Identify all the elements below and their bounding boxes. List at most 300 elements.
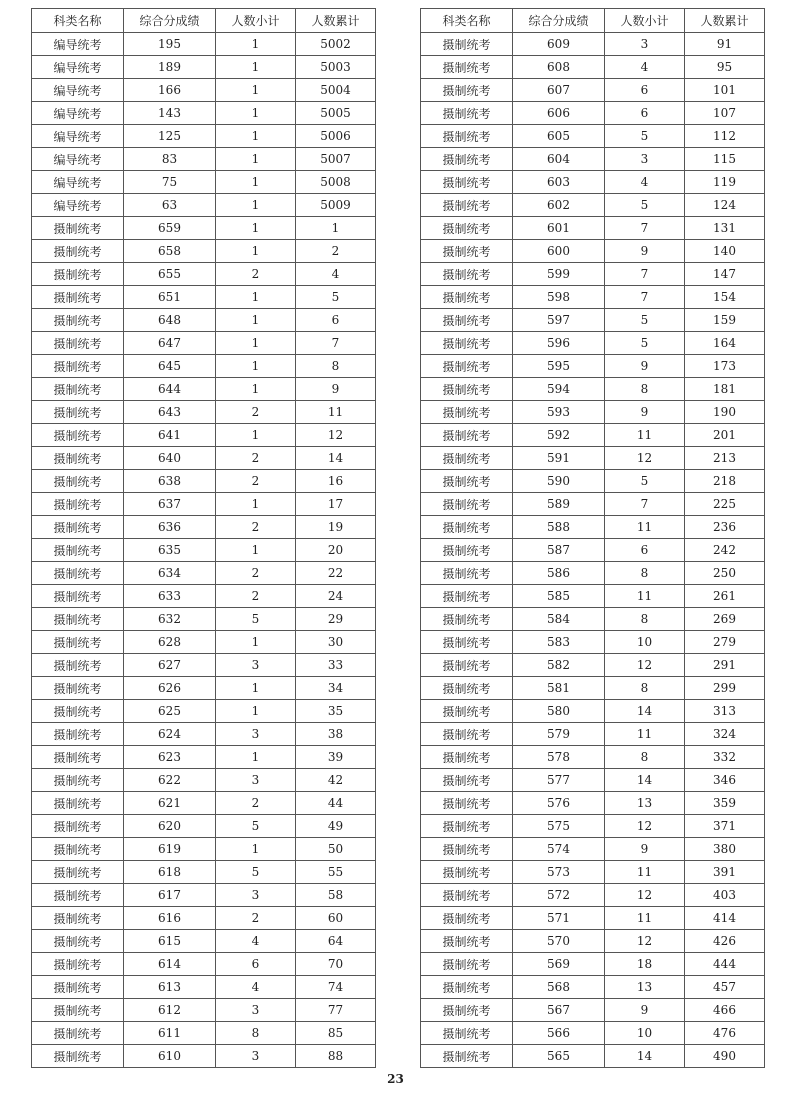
table-row (421, 608, 765, 631)
cell-score: 591 (513, 447, 605, 470)
cell-category: 摄制统考 (32, 769, 124, 792)
cell-score: 618 (124, 861, 216, 884)
cell-score: 635 (124, 539, 216, 562)
cell-score: 598 (513, 286, 605, 309)
cell-score: 567 (513, 999, 605, 1022)
cell-cumulative: 218 (685, 470, 765, 493)
cell-category: 摄制统考 (421, 976, 513, 999)
cell-count: 2 (216, 792, 296, 815)
cell-count: 9 (605, 999, 685, 1022)
table-row (421, 493, 765, 516)
cell-category: 摄制统考 (421, 999, 513, 1022)
score-table-right (420, 8, 765, 1068)
cell-count: 9 (605, 838, 685, 861)
cell-category: 编导统考 (32, 33, 124, 56)
cell-count: 4 (216, 930, 296, 953)
cell-cumulative: 291 (685, 654, 765, 677)
table-row (32, 539, 376, 562)
cell-count: 1 (216, 240, 296, 263)
cell-count: 2 (216, 470, 296, 493)
cell-score: 576 (513, 792, 605, 815)
header-row (421, 9, 765, 33)
cell-score: 585 (513, 585, 605, 608)
cell-count: 5 (216, 861, 296, 884)
table-row (421, 815, 765, 838)
cell-cumulative: 201 (685, 424, 765, 447)
table-row (421, 999, 765, 1022)
table-row (32, 608, 376, 631)
cell-score: 613 (124, 976, 216, 999)
cell-cumulative: 77 (296, 999, 376, 1022)
cell-cumulative: 91 (685, 33, 765, 56)
table-row (421, 861, 765, 884)
cell-category: 摄制统考 (421, 769, 513, 792)
cell-score: 641 (124, 424, 216, 447)
cell-category: 摄制统考 (421, 102, 513, 125)
cell-count: 6 (605, 539, 685, 562)
cell-cumulative: 371 (685, 815, 765, 838)
cell-category: 摄制统考 (421, 562, 513, 585)
table-row (32, 171, 376, 194)
cell-score: 610 (124, 1045, 216, 1068)
cell-cumulative: 88 (296, 1045, 376, 1068)
cell-score: 651 (124, 286, 216, 309)
cell-score: 636 (124, 516, 216, 539)
cell-score: 617 (124, 884, 216, 907)
cell-cumulative: 74 (296, 976, 376, 999)
table-row (32, 240, 376, 263)
cell-cumulative: 159 (685, 309, 765, 332)
cell-category: 摄制统考 (421, 171, 513, 194)
cell-count: 1 (216, 33, 296, 56)
cell-cumulative: 115 (685, 148, 765, 171)
cell-count: 1 (216, 677, 296, 700)
cell-category: 摄制统考 (421, 907, 513, 930)
table-row (421, 930, 765, 953)
cell-category: 摄制统考 (421, 194, 513, 217)
cell-cumulative: 6 (296, 309, 376, 332)
cell-category: 摄制统考 (32, 815, 124, 838)
cell-category: 摄制统考 (421, 355, 513, 378)
cell-category: 编导统考 (32, 125, 124, 148)
cell-score: 571 (513, 907, 605, 930)
table-row (421, 102, 765, 125)
cell-score: 628 (124, 631, 216, 654)
cell-category: 摄制统考 (32, 930, 124, 953)
cell-category: 摄制统考 (32, 608, 124, 631)
table-row (421, 355, 765, 378)
cell-category: 摄制统考 (421, 861, 513, 884)
cell-score: 648 (124, 309, 216, 332)
cell-score: 592 (513, 424, 605, 447)
table-row (32, 1022, 376, 1045)
cell-count: 1 (216, 746, 296, 769)
table-row (32, 33, 376, 56)
table-row (421, 263, 765, 286)
cell-count: 5 (216, 608, 296, 631)
cell-cumulative: 313 (685, 700, 765, 723)
cell-count: 11 (605, 424, 685, 447)
cell-count: 7 (605, 217, 685, 240)
cell-category: 编导统考 (32, 148, 124, 171)
table-row (421, 677, 765, 700)
cell-cumulative: 17 (296, 493, 376, 516)
table-row (421, 746, 765, 769)
cell-count: 8 (216, 1022, 296, 1045)
table-row (32, 424, 376, 447)
cell-category: 编导统考 (32, 102, 124, 125)
cell-count: 2 (216, 401, 296, 424)
cell-score: 633 (124, 585, 216, 608)
cell-category: 摄制统考 (421, 815, 513, 838)
table-row (421, 171, 765, 194)
cell-score: 602 (513, 194, 605, 217)
cell-cumulative: 49 (296, 815, 376, 838)
cell-cumulative: 426 (685, 930, 765, 953)
cell-cumulative: 5007 (296, 148, 376, 171)
cell-score: 568 (513, 976, 605, 999)
cell-score: 622 (124, 769, 216, 792)
cell-count: 7 (605, 286, 685, 309)
cell-cumulative: 5008 (296, 171, 376, 194)
cell-score: 594 (513, 378, 605, 401)
table-row (32, 861, 376, 884)
table-row (32, 79, 376, 102)
cell-count: 7 (605, 263, 685, 286)
cell-category: 摄制统考 (32, 953, 124, 976)
cell-score: 166 (124, 79, 216, 102)
table-row (32, 746, 376, 769)
cell-cumulative: 332 (685, 746, 765, 769)
cell-cumulative: 457 (685, 976, 765, 999)
cell-cumulative: 2 (296, 240, 376, 263)
table-row (32, 125, 376, 148)
cell-score: 143 (124, 102, 216, 125)
cell-cumulative: 173 (685, 355, 765, 378)
cell-score: 600 (513, 240, 605, 263)
table-row (421, 585, 765, 608)
cell-cumulative: 1 (296, 217, 376, 240)
table-row (421, 1045, 765, 1068)
cell-score: 580 (513, 700, 605, 723)
cell-category: 编导统考 (32, 171, 124, 194)
cell-category: 摄制统考 (32, 309, 124, 332)
cell-count: 9 (605, 355, 685, 378)
cell-score: 577 (513, 769, 605, 792)
cell-category: 摄制统考 (32, 907, 124, 930)
header-score: 综合分成绩 (124, 9, 216, 33)
table-row (421, 884, 765, 907)
cell-count: 9 (605, 401, 685, 424)
cell-count: 6 (605, 79, 685, 102)
cell-count: 8 (605, 562, 685, 585)
cell-score: 63 (124, 194, 216, 217)
cell-category: 摄制统考 (32, 217, 124, 240)
cell-count: 12 (605, 884, 685, 907)
table-row (421, 953, 765, 976)
cell-score: 619 (124, 838, 216, 861)
cell-count: 2 (216, 562, 296, 585)
cell-score: 640 (124, 447, 216, 470)
cell-category: 摄制统考 (421, 700, 513, 723)
table-row (421, 424, 765, 447)
cell-category: 摄制统考 (421, 240, 513, 263)
cell-count: 3 (605, 148, 685, 171)
table-row (32, 700, 376, 723)
cell-score: 644 (124, 378, 216, 401)
cell-cumulative: 164 (685, 332, 765, 355)
cell-score: 583 (513, 631, 605, 654)
cell-cumulative: 16 (296, 470, 376, 493)
cell-cumulative: 391 (685, 861, 765, 884)
table-row (32, 355, 376, 378)
table-row (32, 930, 376, 953)
cell-category: 摄制统考 (32, 286, 124, 309)
table-row (32, 792, 376, 815)
cell-score: 573 (513, 861, 605, 884)
cell-score: 637 (124, 493, 216, 516)
cell-cumulative: 236 (685, 516, 765, 539)
cell-score: 570 (513, 930, 605, 953)
table-row (421, 1022, 765, 1045)
cell-category: 摄制统考 (32, 516, 124, 539)
cell-cumulative: 346 (685, 769, 765, 792)
cell-count: 1 (216, 102, 296, 125)
cell-count: 1 (216, 171, 296, 194)
cell-cumulative: 131 (685, 217, 765, 240)
cell-category: 摄制统考 (421, 33, 513, 56)
cell-category: 摄制统考 (32, 723, 124, 746)
cell-count: 14 (605, 769, 685, 792)
cell-category: 摄制统考 (421, 930, 513, 953)
table-row (421, 217, 765, 240)
cell-count: 11 (605, 585, 685, 608)
cell-cumulative: 5002 (296, 33, 376, 56)
table-row (421, 447, 765, 470)
cell-cumulative: 12 (296, 424, 376, 447)
cell-count: 2 (216, 263, 296, 286)
cell-count: 3 (216, 723, 296, 746)
cell-category: 摄制统考 (32, 654, 124, 677)
cell-cumulative: 11 (296, 401, 376, 424)
cell-score: 578 (513, 746, 605, 769)
cell-count: 5 (605, 125, 685, 148)
cell-count: 1 (216, 309, 296, 332)
table-row (421, 401, 765, 424)
cell-category: 摄制统考 (32, 1022, 124, 1045)
cell-cumulative: 414 (685, 907, 765, 930)
cell-count: 5 (605, 332, 685, 355)
cell-category: 摄制统考 (421, 631, 513, 654)
cell-score: 607 (513, 79, 605, 102)
cell-category: 摄制统考 (32, 355, 124, 378)
cell-cumulative: 44 (296, 792, 376, 815)
header-category: 科类名称 (421, 9, 513, 33)
cell-count: 3 (216, 654, 296, 677)
cell-category: 摄制统考 (421, 654, 513, 677)
cell-count: 2 (216, 516, 296, 539)
table-row (32, 309, 376, 332)
score-table-left (31, 8, 376, 1068)
cell-cumulative: 279 (685, 631, 765, 654)
cell-score: 574 (513, 838, 605, 861)
cell-score: 608 (513, 56, 605, 79)
cell-category: 摄制统考 (32, 884, 124, 907)
table-row (421, 631, 765, 654)
table-row (421, 562, 765, 585)
page-number: 23 (387, 1072, 404, 1086)
cell-score: 581 (513, 677, 605, 700)
cell-category: 编导统考 (32, 194, 124, 217)
cell-cumulative: 225 (685, 493, 765, 516)
table-row (421, 194, 765, 217)
cell-score: 125 (124, 125, 216, 148)
cell-cumulative: 261 (685, 585, 765, 608)
cell-score: 623 (124, 746, 216, 769)
cell-count: 3 (216, 884, 296, 907)
cell-cumulative: 9 (296, 378, 376, 401)
cell-score: 614 (124, 953, 216, 976)
table-row (32, 884, 376, 907)
header-count: 人数小计 (216, 9, 296, 33)
cell-count: 4 (605, 171, 685, 194)
cell-count: 12 (605, 447, 685, 470)
cell-cumulative: 359 (685, 792, 765, 815)
cell-count: 2 (216, 585, 296, 608)
cell-score: 627 (124, 654, 216, 677)
cell-category: 摄制统考 (421, 953, 513, 976)
cell-cumulative: 269 (685, 608, 765, 631)
cell-count: 8 (605, 677, 685, 700)
cell-category: 摄制统考 (421, 838, 513, 861)
cell-category: 摄制统考 (32, 999, 124, 1022)
cell-count: 1 (216, 355, 296, 378)
cell-score: 572 (513, 884, 605, 907)
table-row (32, 999, 376, 1022)
table-row (32, 769, 376, 792)
cell-cumulative: 140 (685, 240, 765, 263)
cell-cumulative: 147 (685, 263, 765, 286)
cell-score: 658 (124, 240, 216, 263)
table-row (32, 148, 376, 171)
table-row (421, 378, 765, 401)
cell-category: 摄制统考 (421, 378, 513, 401)
cell-category: 摄制统考 (32, 470, 124, 493)
cell-score: 634 (124, 562, 216, 585)
table-row (32, 493, 376, 516)
cell-cumulative: 242 (685, 539, 765, 562)
table-row (32, 217, 376, 240)
cell-category: 摄制统考 (32, 838, 124, 861)
cell-category: 摄制统考 (421, 585, 513, 608)
cell-category: 摄制统考 (32, 1045, 124, 1068)
cell-category: 摄制统考 (421, 539, 513, 562)
cell-category: 编导统考 (32, 79, 124, 102)
cell-cumulative: 4 (296, 263, 376, 286)
cell-count: 11 (605, 516, 685, 539)
table-row (32, 976, 376, 999)
table-row (421, 700, 765, 723)
cell-score: 575 (513, 815, 605, 838)
cell-count: 1 (216, 700, 296, 723)
table-row (32, 102, 376, 125)
cell-category: 摄制统考 (421, 723, 513, 746)
table-row (32, 470, 376, 493)
cell-count: 2 (216, 447, 296, 470)
table-row (32, 677, 376, 700)
table-row (421, 470, 765, 493)
cell-count: 12 (605, 815, 685, 838)
table-row (421, 79, 765, 102)
cell-score: 604 (513, 148, 605, 171)
cell-count: 1 (216, 79, 296, 102)
cell-cumulative: 154 (685, 286, 765, 309)
cell-count: 7 (605, 493, 685, 516)
table-row (32, 953, 376, 976)
cell-score: 632 (124, 608, 216, 631)
cell-count: 10 (605, 1022, 685, 1045)
cell-category: 摄制统考 (32, 976, 124, 999)
cell-count: 6 (216, 953, 296, 976)
table-row (32, 562, 376, 585)
cell-cumulative: 403 (685, 884, 765, 907)
cell-cumulative: 35 (296, 700, 376, 723)
cell-category: 摄制统考 (32, 263, 124, 286)
cell-cumulative: 5009 (296, 194, 376, 217)
table-row (421, 769, 765, 792)
cell-score: 569 (513, 953, 605, 976)
table-row (32, 401, 376, 424)
cell-cumulative: 85 (296, 1022, 376, 1045)
cell-count: 12 (605, 654, 685, 677)
cell-category: 摄制统考 (421, 677, 513, 700)
cell-cumulative: 190 (685, 401, 765, 424)
table-row (421, 286, 765, 309)
cell-count: 4 (605, 56, 685, 79)
cell-count: 11 (605, 723, 685, 746)
cell-score: 609 (513, 33, 605, 56)
cell-cumulative: 30 (296, 631, 376, 654)
cell-cumulative: 42 (296, 769, 376, 792)
cell-cumulative: 380 (685, 838, 765, 861)
cell-count: 1 (216, 631, 296, 654)
table-row (32, 723, 376, 746)
cell-cumulative: 22 (296, 562, 376, 585)
cell-cumulative: 39 (296, 746, 376, 769)
cell-category: 摄制统考 (32, 424, 124, 447)
cell-count: 12 (605, 930, 685, 953)
cell-score: 565 (513, 1045, 605, 1068)
cell-score: 612 (124, 999, 216, 1022)
cell-count: 13 (605, 792, 685, 815)
table-row (32, 631, 376, 654)
cell-count: 8 (605, 378, 685, 401)
cell-score: 599 (513, 263, 605, 286)
cell-score: 606 (513, 102, 605, 125)
cell-count: 3 (216, 999, 296, 1022)
cell-score: 603 (513, 171, 605, 194)
cell-score: 638 (124, 470, 216, 493)
table-row (421, 976, 765, 999)
cell-score: 195 (124, 33, 216, 56)
cell-score: 189 (124, 56, 216, 79)
cell-cumulative: 299 (685, 677, 765, 700)
cell-score: 605 (513, 125, 605, 148)
cell-cumulative: 324 (685, 723, 765, 746)
cell-score: 75 (124, 171, 216, 194)
cell-cumulative: 5005 (296, 102, 376, 125)
table-row (32, 815, 376, 838)
